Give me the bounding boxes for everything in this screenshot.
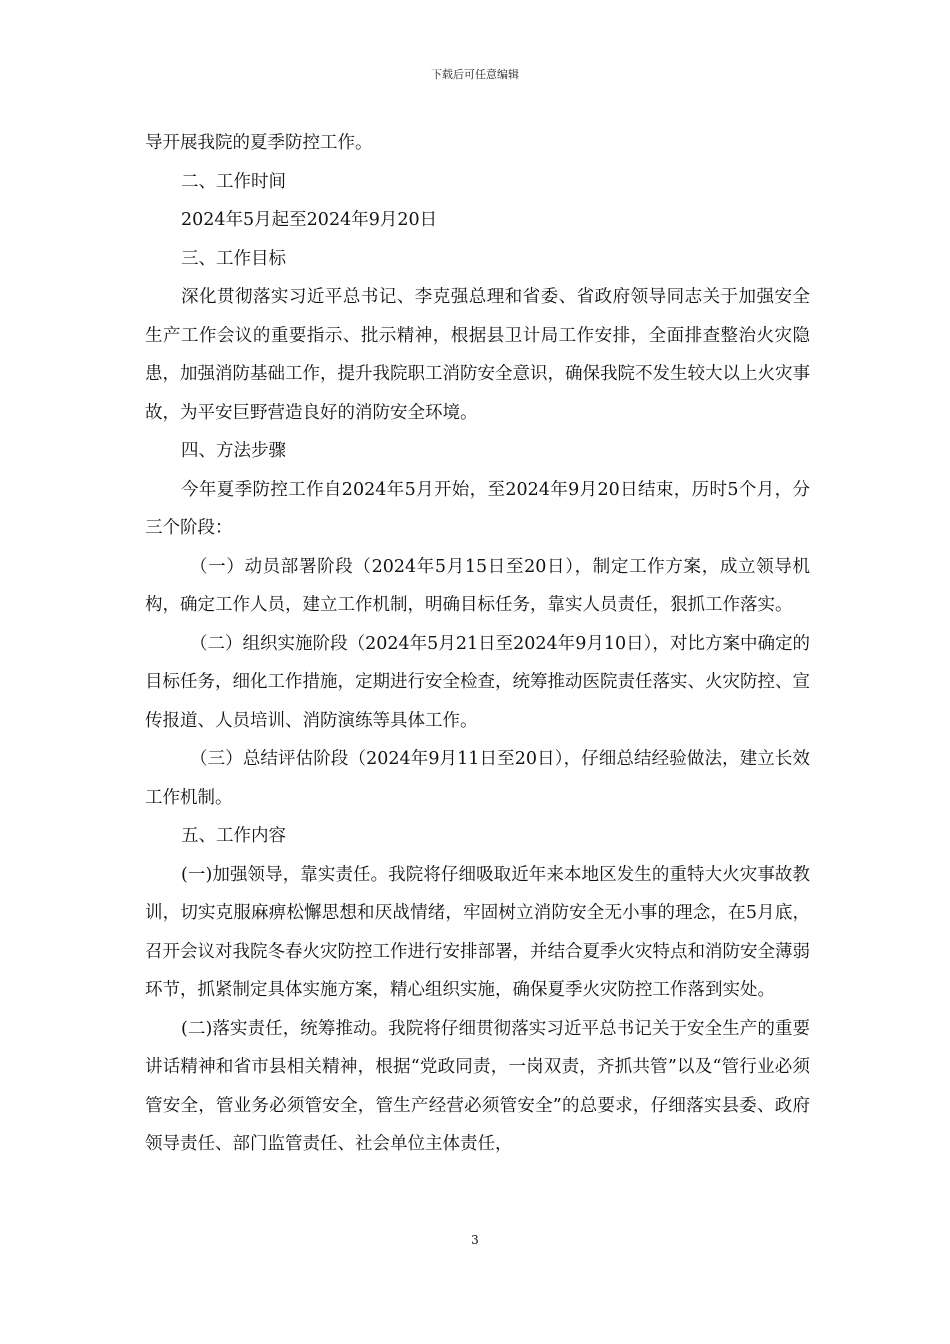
paragraph-stage-one: （一）动员部署阶段（2024年5月15日至20日），制定工作方案，成立领导机构，确定工作人员，建立工作机制，明确目标任务，靠实人员责任，狠抓工作落实。: [145, 556, 810, 615]
section-heading-work-content: 五、工作内容: [181, 826, 286, 846]
section-heading-work-goal: 三、工作目标: [181, 248, 286, 269]
section-heading-work-time: 二、工作时间: [181, 171, 286, 192]
document-body: [145, 124, 810, 1164]
paragraph-stage-three: （三）总结评估阶段（2024年9月11日至20日），仔细总结经验做法，建立长效工作机制。: [145, 749, 810, 808]
paragraph-stage-two: （二）组织实施阶段（2024年5月21日至2024年9月10日），对比方案中确定的目标任务，细化工作措施，定期进行安全检查，统筹推动医院责任落实、火灾防控、宣传报道、人员培训、消防演练等具体工作。: [145, 633, 810, 731]
page-header: 下载后可任意编辑: [431, 68, 519, 81]
section-heading-method-steps: 四、方法步骤: [181, 441, 286, 461]
paragraph-continuation: 导开展我院的夏季防控工作。: [145, 133, 373, 153]
paragraph-method-intro: 今年夏季防控工作自2024年5月开始，至2024年9月20日结束，历时5个月，分三个阶段：: [145, 479, 810, 538]
work-time-value: 2024年5月起至2024年9月20日: [181, 210, 438, 230]
paragraph-work-goal: 深化贯彻落实习近平总书记、李克强总理和省委、省政府领导同志关于加强安全生产工作会议的重要指示、批示精神，根据县卫计局工作安排，全面排查整治火灾隐患，加强消防基础工作，提升我院职工消防安全意识，确保我院不发生较大以上火灾事故，为平安巨野营造良好的消防安全环境。: [145, 287, 810, 423]
paragraph-content-two: (二)落实责任，统筹推动。我院将仔细贯彻落实习近平总书记关于安全生产的重要讲话精神和省市县相关精神，根据“党政同责，一岗双责，齐抓共管”以及“管行业必须管安全，管业务必须管安全，管生产经营必须管安全”的总要求，仔细落实县委、政府领导责任、部门监管责任、社会单位主体责任，: [145, 1018, 810, 1154]
page-number: 3: [471, 1233, 479, 1247]
paragraph-content-one: (一)加强领导，靠实责任。我院将仔细吸取近年来本地区发生的重特大火灾事故教训，切实克服麻痹松懈思想和厌战情绪，牢固树立消防安全无小事的理念，在5月底，召开会议对我院冬春火灾防控工作进行安排部署，并结合夏季火灾特点和消防安全薄弱环节，抓紧制定具体实施方案，精心组织实施，确保夏季火灾防控工作落到实处。: [145, 864, 810, 1000]
